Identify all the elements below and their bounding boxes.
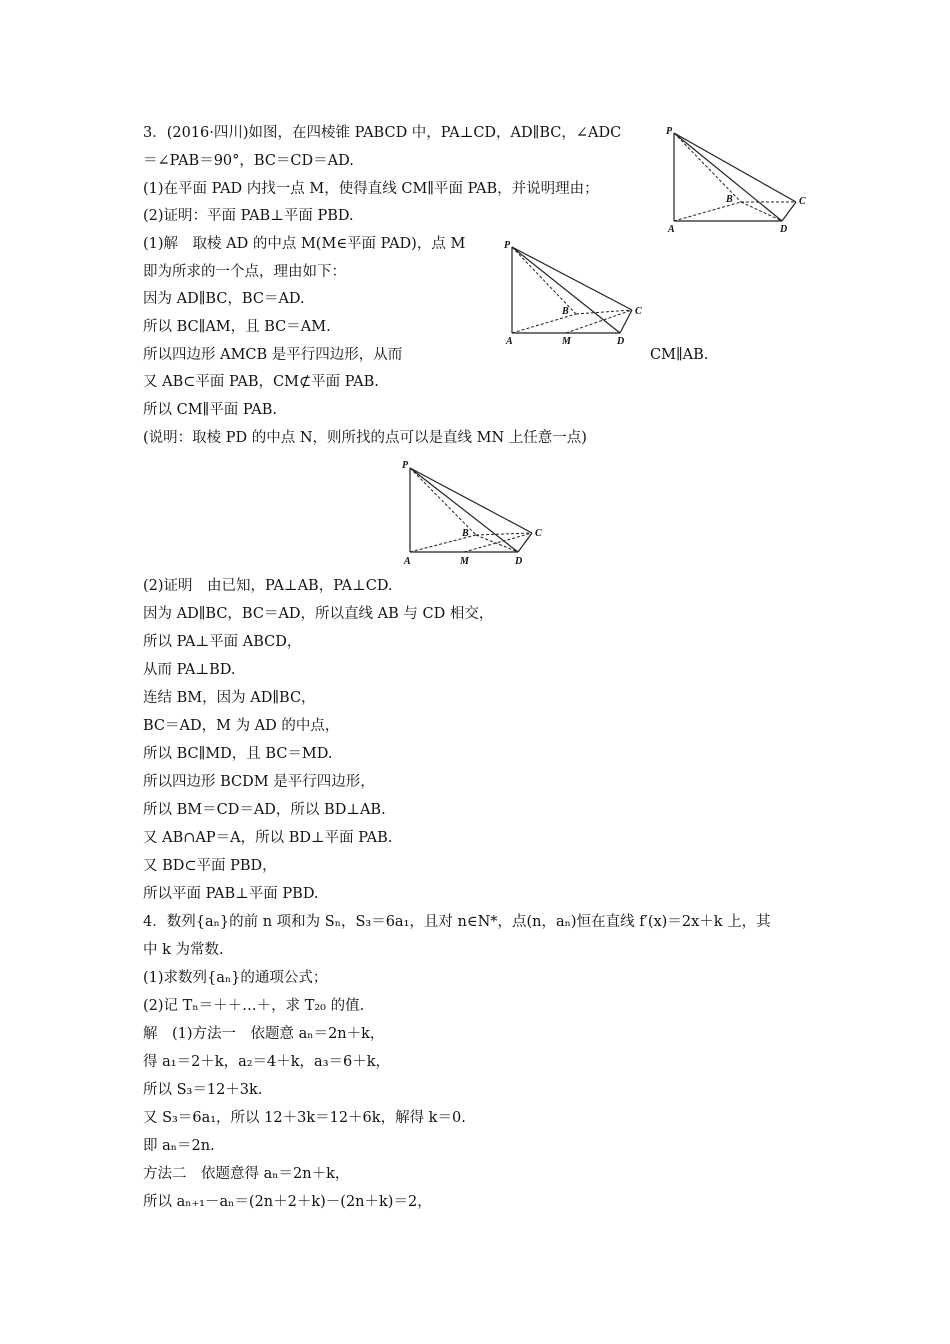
vertex-label-c: C — [535, 528, 542, 539]
problem3-line-7: 因为 AD∥BC，BC＝AD. — [143, 291, 305, 307]
pyramid-figure-2 — [500, 236, 650, 352]
vertex-label-b: B — [462, 528, 469, 539]
problem3-line-1: 3．(2016·四川)如图，在四棱锥 PABCD 中，PA⊥CD，AD∥BC，∠ADC — [143, 125, 622, 141]
vertex-label-a: A — [668, 224, 675, 234]
problem3-line-20: 所以四边形 BCDM 是平行四边形， — [143, 774, 375, 790]
problem3-line-8: 所以 BC∥AM，且 BC＝AM. — [143, 319, 331, 335]
vertex-label-a: A — [506, 336, 513, 347]
problem3-line-14: 因为 AD∥BC，BC＝AD，所以直线 AB 与 CD 相交， — [143, 606, 494, 622]
vertex-label-c: C — [799, 196, 806, 207]
problem3-line-23: 又 BD⊂平面 PBD， — [143, 858, 277, 874]
problem3-line-24: 所以平面 PAB⊥平面 PBD. — [143, 886, 319, 902]
problem3-line-6: 即为所求的一个点，理由如下： — [143, 264, 346, 280]
problem3-line-22: 又 AB∩AP＝A，所以 BD⊥平面 PAB. — [143, 830, 393, 846]
problem4-line-7: 所以 S₃＝12＋3k. — [143, 1082, 263, 1098]
problem3-line-4: (2)证明：平面 PAB⊥平面 PBD. — [143, 208, 354, 224]
problem4-line-2: 中 k 为常数. — [143, 942, 224, 958]
problem3-line-11: 所以 CM∥平面 PAB. — [143, 402, 278, 418]
problem3-line-21: 所以 BM＝CD＝AD，所以 BD⊥AB. — [143, 802, 386, 818]
vertex-label-a: A — [404, 556, 411, 567]
problem3-line-17: 连结 BM，因为 AD∥BC， — [143, 690, 316, 706]
vertex-label-c: C — [635, 306, 642, 317]
problem3-line-3: (1)在平面 PAD 内找一点 M，使得直线 CM∥平面 PAB，并说明理由； — [143, 181, 599, 197]
problem3-line-19: 所以 BC∥MD，且 BC＝MD. — [143, 746, 333, 762]
problem4-line-8: 又 S₃＝6a₁，所以 12＋3k＝12＋6k，解得 k＝0. — [143, 1110, 466, 1126]
problem3-line-12: (说明：取棱 PD 的中点 N，则所找的点可以是直线 MN 上任意一点) — [143, 430, 587, 446]
vertex-label-p: P — [666, 126, 673, 137]
vertex-label-d: D — [780, 224, 788, 234]
problem3-line-16: 从而 PA⊥BD. — [143, 662, 236, 678]
vertex-label-p: P — [402, 460, 409, 471]
problem4-line-1: 4．数列{aₙ}的前 n 项和为 Sₙ，S₃＝6a₁，且对 n∈N*，点(n，aₙ)恒在直线 f′(x)＝2x＋k 上，其 — [143, 914, 771, 930]
vertex-label-m: M — [460, 556, 469, 567]
problem4-line-4: (2)记 Tₙ＝＋＋…＋，求 T₂₀ 的值. — [143, 998, 365, 1014]
problem3-line-10: 又 AB⊂平面 PAB，CM⊄平面 PAB. — [143, 374, 379, 390]
pyramid-figure-1 — [662, 122, 812, 238]
problem3-line-5: (1)解 取棱 AD 的中点 M(M∈平面 PAD)，点 M — [143, 236, 466, 252]
vertex-label-b: B — [562, 306, 569, 317]
problem4-line-10: 方法二 依题意得 aₙ＝2n＋k， — [143, 1166, 350, 1182]
problem3-line-15: 所以 PA⊥平面 ABCD， — [143, 634, 302, 650]
problem3-line-9b: CM∥AB. — [650, 347, 709, 363]
vertex-label-d: D — [617, 336, 625, 347]
problem4-line-11: 所以 aₙ₊₁－aₙ＝(2n＋2＋k)－(2n＋k)＝2， — [143, 1194, 432, 1210]
problem4-line-3: (1)求数列{aₙ}的通项公式； — [143, 970, 328, 986]
problem4-line-9: 即 aₙ＝2n. — [143, 1138, 215, 1154]
problem4-line-5: 解 (1)方法一 依题意 aₙ＝2n＋k， — [143, 1026, 385, 1042]
vertex-label-m: M — [562, 336, 571, 347]
pyramid-figure-3 — [398, 456, 553, 575]
problem4-line-6: 得 a₁＝2＋k，a₂＝4＋k，a₃＝6＋k， — [143, 1054, 391, 1070]
problem3-line-13: (2)证明 由已知，PA⊥AB，PA⊥CD. — [143, 578, 393, 594]
problem3-line-18: BC＝AD，M 为 AD 的中点， — [143, 718, 340, 734]
problem3-line-2: ＝∠PAB＝90°，BC＝CD＝AD. — [143, 153, 354, 169]
vertex-label-p: P — [504, 240, 511, 251]
vertex-label-d: D — [515, 556, 523, 567]
problem3-line-9a: 所以四边形 AMCB 是平行四边形，从而 — [143, 347, 403, 363]
vertex-label-b: B — [726, 194, 733, 205]
